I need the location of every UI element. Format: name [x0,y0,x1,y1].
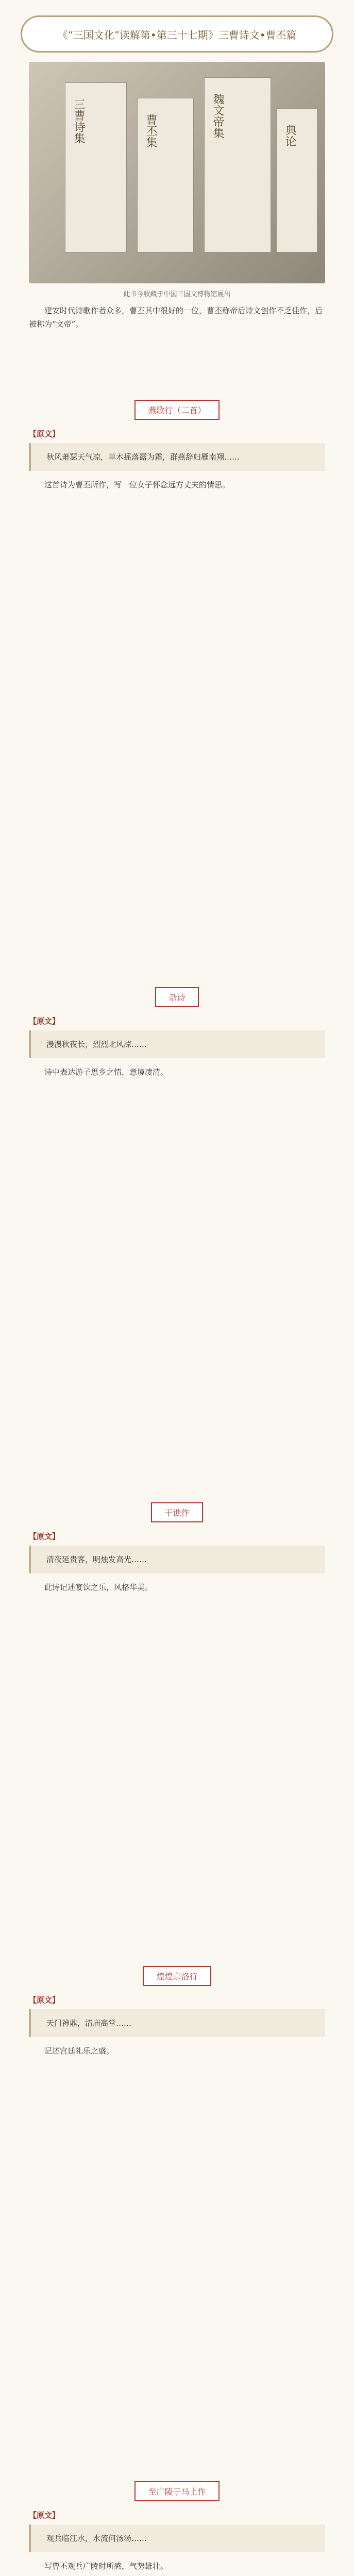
poem-text: 漫漫秋夜长，烈烈北风凉…… [29,1030,325,1058]
section-label: 【原文】 [29,1016,60,1026]
book-1: 三曹诗集 [65,82,127,252]
section-label: 【原文】 [29,2511,60,2520]
poem-text: 秋风萧瑟天气凉，草木摇落露为霜，群燕辞归雁南翔…… [29,443,325,471]
section-2 [29,979,325,1082]
section-title: 煌煌京洛行 [143,1966,211,1986]
section-paragraph: 此诗记述宴饮之乐，风格华美。 [44,1583,153,1592]
section-3 [29,1494,325,1597]
poem-text: 天门神鼎，清庙高堂…… [29,2009,325,2037]
poem-text: 观兵临江水，水流何汤汤…… [29,2524,325,2552]
book-4: 典论 [276,108,317,252]
poem-text: 清夜延贵客，明烛发高光…… [29,1546,325,1573]
book-2: 曹丕集 [137,98,194,252]
section-paragraph: 这首诗为曹丕所作，写一位女子怀念远方丈夫的情思。 [44,480,230,489]
section-title: 至广陵于马上作 [134,2481,219,2501]
section-label: 【原文】 [29,1995,60,2005]
section-4 [29,1958,325,2061]
page-title: 《“三国文化”读解第•第三十七期》三曹诗文•曹丕篇 [57,28,297,41]
hero-caption: 此书今收藏于中国三国文博物馆展出 [123,291,231,298]
section-title: 于谯作 [151,1502,203,1522]
section-paragraph: 记述宫廷礼乐之盛。 [44,2046,114,2056]
section-1 [29,392,325,495]
section-paragraph: 写曹丕观兵广陵时所感，气势雄壮。 [44,2562,168,2571]
section-paragraph: 诗中表达游子思乡之情，意境凄清。 [44,1067,168,1077]
section-title: 燕歌行（二首） [134,400,219,420]
section-title: 杂诗 [155,987,198,1007]
section-label: 【原文】 [29,429,60,438]
section-label: 【原文】 [29,1532,60,1541]
intro-paragraph: 建安时代诗歌作者众多，曹丕其中很好的一位，曹丕称帝后诗文创作不乏佳作，后被称为“文帝”。 [29,306,323,329]
hero-image [29,62,325,283]
section-5 [29,2473,325,2576]
title-bar [21,15,333,53]
book-3: 魏文帝集 [204,77,271,252]
